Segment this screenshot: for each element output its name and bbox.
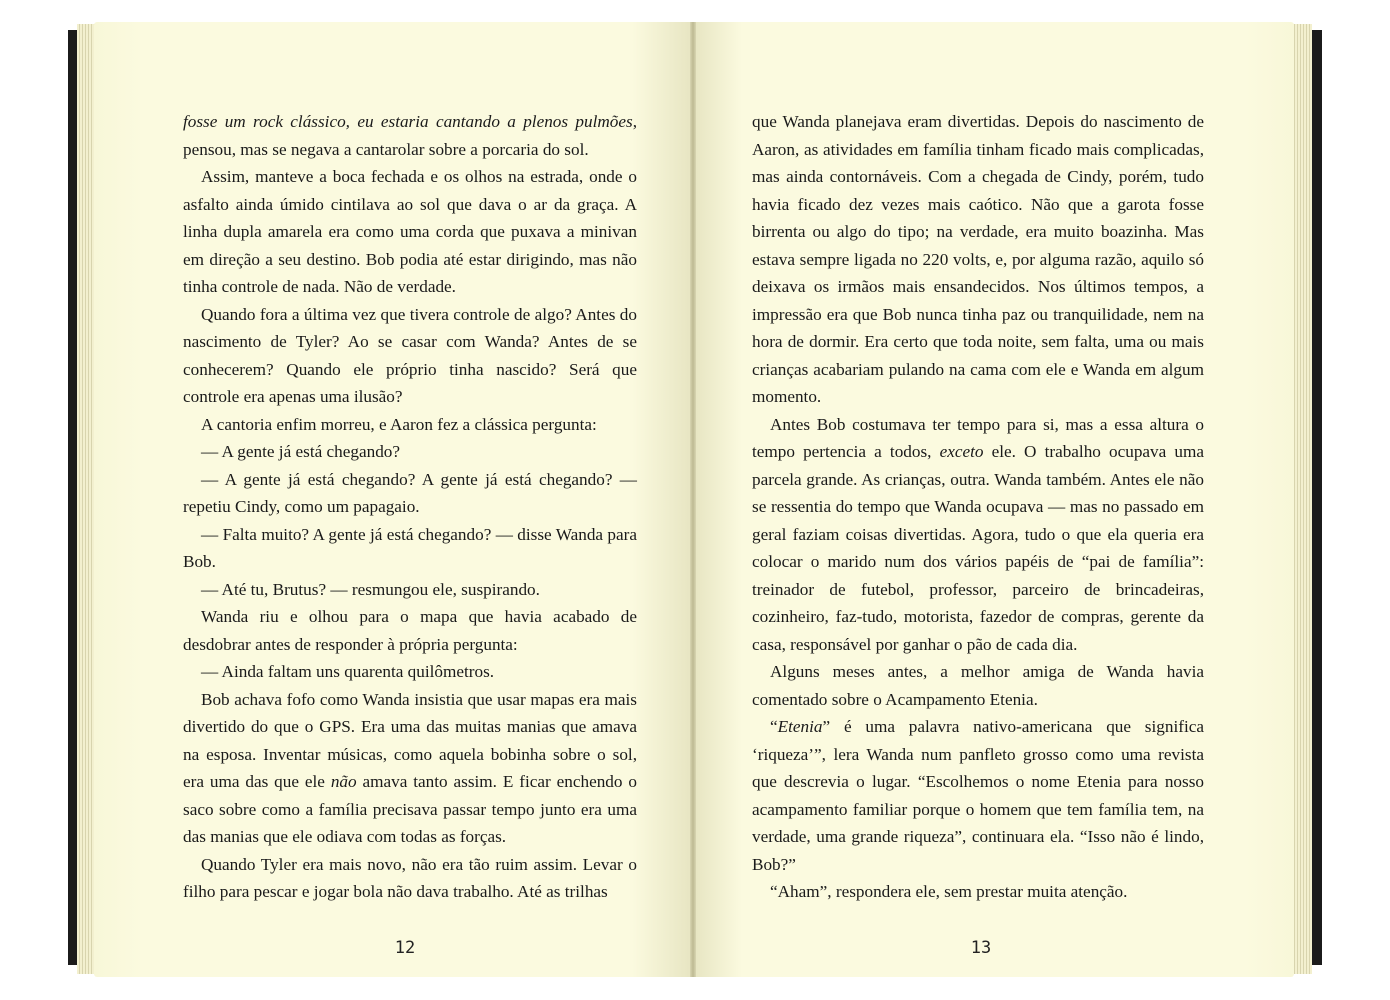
- paragraph: [183, 108, 637, 163]
- page-number: 12: [394, 938, 416, 958]
- left-page-text: [183, 108, 637, 906]
- italic-text: exceto: [939, 442, 984, 461]
- paragraph: — Falta muito? A gente já está chegando? — disse Wanda para Bob.: [183, 524, 637, 571]
- text-span: amava tanto assim. E ficar enchendo o saco sobre como a família precisava passar tempo junto era uma das manias que ele odiava com todas as forças.: [183, 772, 637, 846]
- paragraph: A cantoria enfim morreu, e Aaron fez a clássica pergunta:: [201, 414, 597, 434]
- right-page: [694, 22, 1294, 977]
- paragraph: [752, 411, 1204, 659]
- page-number: 13: [970, 938, 992, 958]
- paragraph: Assim, manteve a boca fechada e os olhos na estrada, onde o asfalto ainda úmido cintilava ao sol que dava o ar da graça. A linha dupla amarela era como uma corda que puxava a minivan em direção a seu destino. Bob podia até estar dirigindo, mas não tinha controle de nada. Não de verdade.: [183, 167, 637, 296]
- paragraph: [183, 686, 637, 851]
- left-page: [94, 22, 692, 977]
- paragraph: — Ainda faltam uns quarenta quilômetros.: [201, 662, 495, 681]
- italic-text: Etenia: [777, 717, 823, 736]
- paragraph: “Aham”, respondera ele, sem prestar muita atenção.: [770, 882, 1128, 901]
- text-span: ele. O trabalho ocupava uma parcela grande. As crianças, outra. Wanda também. Antes ele não se ressentia do tempo que Wanda ocupava — mas no passado em geral faziam coisas divertidas. Agora, tudo o que ela queria era colocar o marido num dos vários papéis de “pai de família”: treinador de futebol, professor, parceiro de brincadeiras, cozinheiro, faz-tudo, motorista, fazedor de compras, gerente da casa, responsável por ganhar o pão de cada dia.: [752, 442, 1204, 654]
- text-span: , pensou, mas se negava a cantarolar sobre a porcaria do sol.: [183, 112, 637, 159]
- paragraph: — A gente já está chegando? A gente já está chegando? — repetiu Cindy, como um papagaio.: [183, 469, 637, 516]
- page-stack-right: [1292, 24, 1312, 974]
- italic-text: fosse um rock clássico, eu estaria cantando a plenos pulmões: [183, 112, 633, 131]
- paragraph: que Wanda planejava eram divertidas. Depois do nascimento de Aaron, as atividades em família tinham ficado mais complicadas, mas ainda contornáveis. Com a chegada de Cindy, porém, tudo havia ficado dez vezes mais caótico. Não que a garota fosse birrenta ou algo do tipo; na verdade, era muito boazinha. Mas estava sempre ligada no 220 volts, e, por alguma razão, aquilo só deixava os irmãos mais ensandecidos. Nos últimos tempos, a impressão era que Bob nunca tinha paz ou tranquilidade, nem na hora de dormir. Era certo que toda noite, sem falta, uma ou mais crianças acabariam pulando na cama com ele e Wanda em algum momento.: [752, 112, 1204, 406]
- italic-text: não: [330, 772, 357, 791]
- paragraph: — Até tu, Brutus? — resmungou ele, suspirando.: [201, 579, 540, 599]
- text-span: Antes Bob costumava ter tempo para si, mas a essa altura o tempo pertencia a todos,: [752, 414, 1204, 461]
- paragraph: Wanda riu e olhou para o mapa que havia acabado de desdobrar antes de responder à própria pergunta:: [183, 607, 637, 654]
- text-span: Bob achava fofo como Wanda insistia que usar mapas era mais divertido do que o GPS. Era uma das muitas manias que amava na esposa. Inventar músicas, como aquela bobinha sobre o sol, era uma das que ele: [183, 689, 637, 791]
- right-page-text: [752, 108, 1204, 906]
- paragraph: Quando Tyler era mais novo, não era tão ruim assim. Levar o filho para pescar e jogar bola não dava trabalho. Até as trilhas: [183, 854, 637, 901]
- text-span: “: [770, 717, 778, 736]
- paragraph: [752, 713, 1204, 878]
- book-gutter: [690, 22, 696, 977]
- paragraph: — A gente já está chegando?: [201, 442, 401, 461]
- paragraph: Quando fora a última vez que tivera controle de algo? Antes do nascimento de Tyler? Ao se casar com Wanda? Antes de se conhecerem? Quando ele próprio tinha nascido? Será que controle era apenas uma ilusão?: [183, 304, 637, 406]
- paragraph: Alguns meses antes, a melhor amiga de Wanda havia comentado sobre o Acampamento Etenia.: [752, 662, 1204, 709]
- text-span: ” é uma palavra nativo-americana que significa ‘riqueza’”, lera Wanda num panfleto grosso como uma revista que descrevia o lugar. “Escolhemos o nome Etenia para nosso acampamento familiar porque o homem que tem família tem, na verdade, uma grande riqueza”, continuara ela. “Isso não é lindo, Bob?”: [752, 717, 1204, 874]
- book-cover-right-edge: [1312, 30, 1322, 965]
